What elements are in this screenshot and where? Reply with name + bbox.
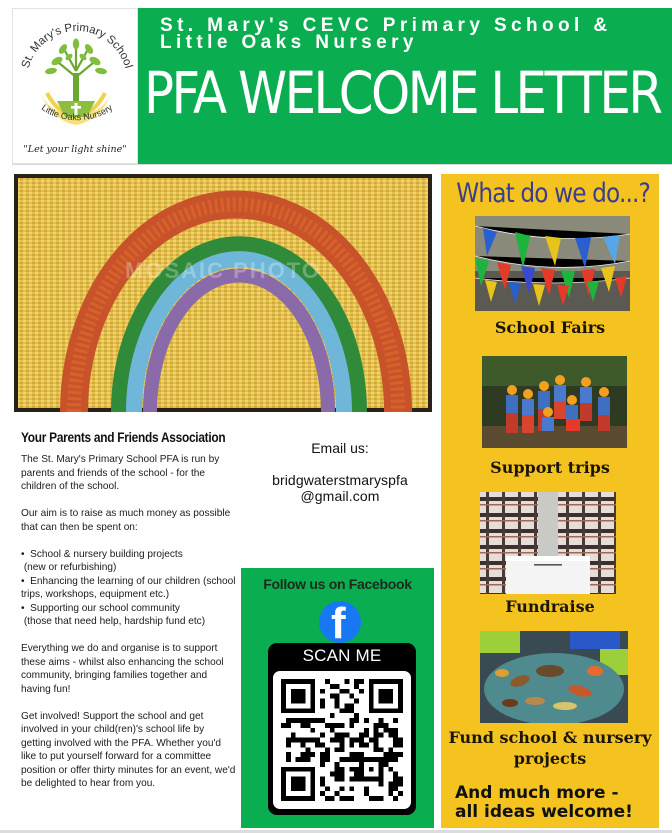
what-we-do-panel [441, 174, 659, 828]
page-title: PFA WELCOME LETTER [144, 59, 661, 127]
rainbow-mosaic-image [14, 174, 432, 412]
about-get-involved: Get involved! Support the school and get involved in your child(ren)'s school life by getting involved with the PFA. Whether you'd like to put yourself forward for a committee position or offer thirty minutes for an event, we'd be delighted to hear from you. [21, 710, 236, 789]
logo-arc-top-text: St. Mary's Primary School [19, 21, 135, 70]
qr-scan-label: SCAN ME [302, 646, 382, 665]
facebook-icon[interactable] [319, 601, 361, 643]
header-banner [138, 8, 672, 164]
facebook-glyph: f [331, 601, 346, 643]
item-label-fundraise: Fundraise [505, 597, 595, 616]
email-address-link[interactable] [240, 472, 440, 504]
list-item: • School & nursery building projects (new or refurbishing) [21, 548, 183, 573]
facebook-section [241, 568, 434, 828]
much-more-line2: all ideas welcome! [455, 802, 633, 822]
mosaic-watermark: MOSAIC PHOTO [125, 258, 321, 283]
about-pfa-section [21, 430, 237, 804]
list-item: • Enhancing the learning of our children (school trips, workshops, equipment etc.) [21, 575, 239, 600]
header-divider [12, 164, 672, 165]
logo-arc-bottom-text: Little Oaks Nursery [39, 102, 115, 123]
item-label-school-fairs: School Fairs [494, 318, 606, 337]
about-intro: The St. Mary's Primary School PFA is run by parents and friends of the school - for the children of the school. [21, 454, 220, 492]
about-aim: Our aim is to raise as much money as possible that can then be spent on: [21, 508, 231, 533]
qr-code-icon [281, 679, 403, 801]
email-address-line2: @gmail.com [300, 488, 380, 504]
item-label-support-trips: Support trips [490, 458, 610, 477]
email-section [240, 440, 440, 504]
qr-code [273, 671, 411, 809]
school-name-line1: St. Mary's CEVC Primary School & [160, 15, 612, 36]
qr-code-card[interactable] [268, 643, 416, 815]
list-item: • Supporting our school community (those that need help, hardship fund etc) [21, 602, 206, 627]
support-trips-photo [482, 356, 627, 448]
school-logo [12, 8, 138, 164]
tree-hands-logo-icon [13, 9, 139, 165]
facebook-title: Follow us on Facebook [263, 576, 412, 592]
item-label-fund-projects: Fund school & nursery projects [448, 728, 652, 768]
fundraise-photo [480, 492, 616, 594]
email-address-line1: bridgwaterstmaryspfa [272, 472, 408, 488]
school-name [160, 17, 612, 51]
nursery-projects-photo [480, 631, 628, 723]
much-more-text [455, 784, 633, 822]
school-name-line2: Little Oaks Nursery [160, 32, 418, 53]
about-everything: Everything we do and organise is to support these aims - whilst also enhancing the school community, bringing families together and having fun! [21, 643, 224, 695]
school-motto: "Let your light shine" [23, 144, 127, 155]
spending-list [21, 548, 237, 629]
what-we-do-title: What do we do...? [456, 178, 651, 209]
about-heading: Your Parents and Friends Association [21, 430, 226, 445]
school-fairs-photo [475, 216, 630, 311]
much-more-line1: And much more - [455, 783, 619, 803]
email-label: Email us: [311, 440, 369, 456]
